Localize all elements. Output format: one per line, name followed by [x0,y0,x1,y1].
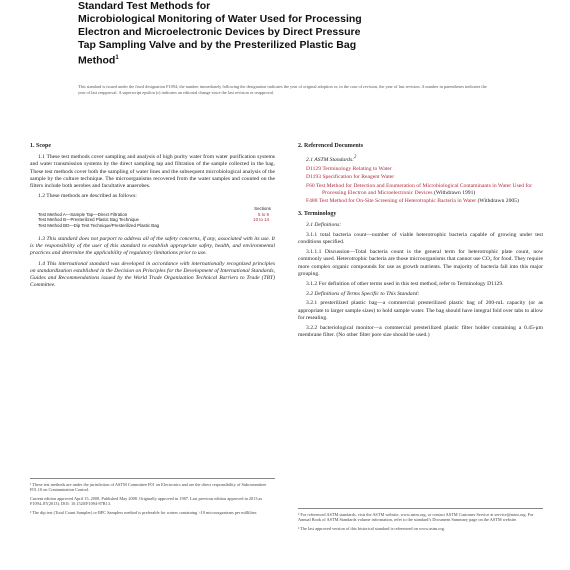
title-line [78,52,498,68]
title-footnote-marker: 1 [115,55,119,61]
reference-status: (Withdrawn 1991) [432,189,476,196]
method-row [38,223,275,228]
method-name: Test Method BD—Dip Test Technique/Presterilized Plastic Bag [38,222,160,228]
designation-note: This standard is issued under the fixed designation F1094; the number immediately following the designation indicates the year of original adoption or, in the case of revision, the year of last revision. A number in parentheses indicates the year of last reapproval. A superscript epsilon (ε) indicates an editorial change since the last revision or reapproval. [78,84,487,95]
reference-code[interactable]: F60 [306,182,315,189]
scope-paragraph: 1.4 This international standard was developed in accordance with internationally recognized principles on standardization established in the Decision on Principles for the Development of International Standards, Guides and Recommendations issued by the World Trade Organization Technical Barriers to Trade (TBT) Committee. [30,260,275,289]
reference-item[interactable] [298,183,543,197]
scope-paragraph: 1.3 This standard does not purport to address all of the safety concerns, if any, associated with its use. It is the responsibility of the user of this standard to establish appropriate safety, health, and environmental practices and determine the applicability of regulatory limitations prior to use. [30,236,275,257]
title-line: Microbiological Monitoring of Water Used for Processing [78,13,362,25]
reference-title[interactable]: Test Method for On-Site Screening of Heterotrophic Bacteria in Water [318,198,477,205]
title-line: Electron and Microelectronic Devices by Direct Pressure [78,26,361,38]
method-name: Test Method B—Presterilized Plastic Bag Technique [38,217,139,223]
method-sections: 5 to 9 [258,211,269,217]
terminology-paragraph: 3.2.1 presterilized plastic bag—a commercial presterilized plastic bag of 200-mL capacity (or as appropriate to larger sample sizes) to hold sample water. The bag should have integral fold over tabs to allow for resealing. [298,300,543,321]
footnotes-right [298,508,543,534]
terminology-subheading: 3.1 Definitions: [306,222,342,229]
footnote: ¹ These test methods are under the jurisdiction of ASTM Committee F01 on Electronics and are the direct responsibility of Subcommittee F01.10 on Contamination Control. [30,482,267,493]
reference-item[interactable] [298,174,543,181]
footnotes-left [30,478,275,518]
footnote: Current edition approved April 15, 2008. Published May 2008. Originally approved in 1987. Last previous edition approved in 2013 as F1094–87(2013). DOI: 10.1520/F1094-87R13. [30,495,263,507]
right-column [298,143,543,342]
footnote: ³ The dip test (Total Count Sampler) or BPC Samplers method is preferable for waters containing >10 microorganisms per milliliter. [30,509,258,515]
method-sections: 10 to 14 [253,217,269,223]
footnote: ² For referenced ASTM standards, visit the ASTM website, www.astm.org, or contact ASTM Customer Service at service@astm.org. For Annual Book of ASTM Standards volume information, refer to the standard’s Document Summary page on the ASTM website. [298,512,534,523]
document-title [78,0,498,68]
title-last-line: Method [78,54,116,67]
terminology-paragraph: 3.2.2 bacteriological monitor—a commercial presterilized plastic filter holder containing a 0.45-μm membrane filter. (No other filter pore size should be used.) [298,324,543,339]
references-subheading [306,154,543,164]
title-line: Tap Sampling Valve and by the Presterilized Plastic Bag [78,39,357,51]
terminology-subheading: 3.2 Definitions of Terms Specific to This Standard: [306,291,420,298]
reference-title[interactable]: Specification for Reagent Water [322,174,395,181]
reference-title[interactable]: Terminology Relating to Water [322,166,392,173]
reference-status: (Withdrawn 2005) [476,198,519,205]
references-heading: 2. Referenced Documents [298,143,364,149]
left-column [30,143,275,292]
reference-item[interactable] [298,166,543,173]
terminology-paragraph: 3.1.1 total bacteria count—number of viable heterotrophic bacteria capable of growing under test conditions specified. [298,231,543,245]
reference-code[interactable]: D1193 [306,174,322,181]
scope-heading: 1. Scope [30,143,51,149]
terminology-heading: 3. Terminology [298,211,337,218]
scope-paragraph: 1.1 These test methods cover sampling and analysis of high purity water from water purification systems and water transmission systems by the direct sampling tap and filtration of the sample collected in the bag. These test methods cover both the sampling of water lines and the subsequent microbiological analysis of the sample by the culture technique. The microorganisms recovered from the water samples and counted on the filters include both aerobes and facultative anaerobes. [30,154,275,190]
footnote: ³ The last approved version of this historical standard is referenced on www.astm.org. [298,525,446,531]
reference-title[interactable]: Test Method for Detection and Enumeration of Microbiological Contaminants in Water Used for Processing Electron and Microelectronic Devices [316,182,532,196]
reference-code[interactable]: F488 [306,198,318,205]
terminology-paragraph: 3.1.1.1 Discussion—Total bacteria count is the general term for heterotrophic plate count, now commonly used. Heterotrophic bacteria are those microorganisms that cannot use CO₂ for food. They require more complex organic compounds for use as growth nutrients. The majority of bacteria fall into this major grouping. [298,249,543,277]
method-name: Test Method A—Sample Tap—Direct Filtration [38,211,128,217]
methods-header: Sections [254,206,271,212]
methods-table [38,206,275,228]
reference-code[interactable]: D1129 [306,166,322,173]
reference-item[interactable] [298,198,543,205]
references-footnote-marker: 2 [354,155,357,161]
references-sub-label: 2.1 ASTM Standards: [306,157,355,164]
scope-paragraph: 1.2 These methods are described as follows: [38,193,137,200]
terminology-paragraph: 3.1.2 For definition of other terms used in this test method, refer to Terminology D1129. [306,280,504,287]
title-line: Standard Test Methods for [78,0,211,12]
